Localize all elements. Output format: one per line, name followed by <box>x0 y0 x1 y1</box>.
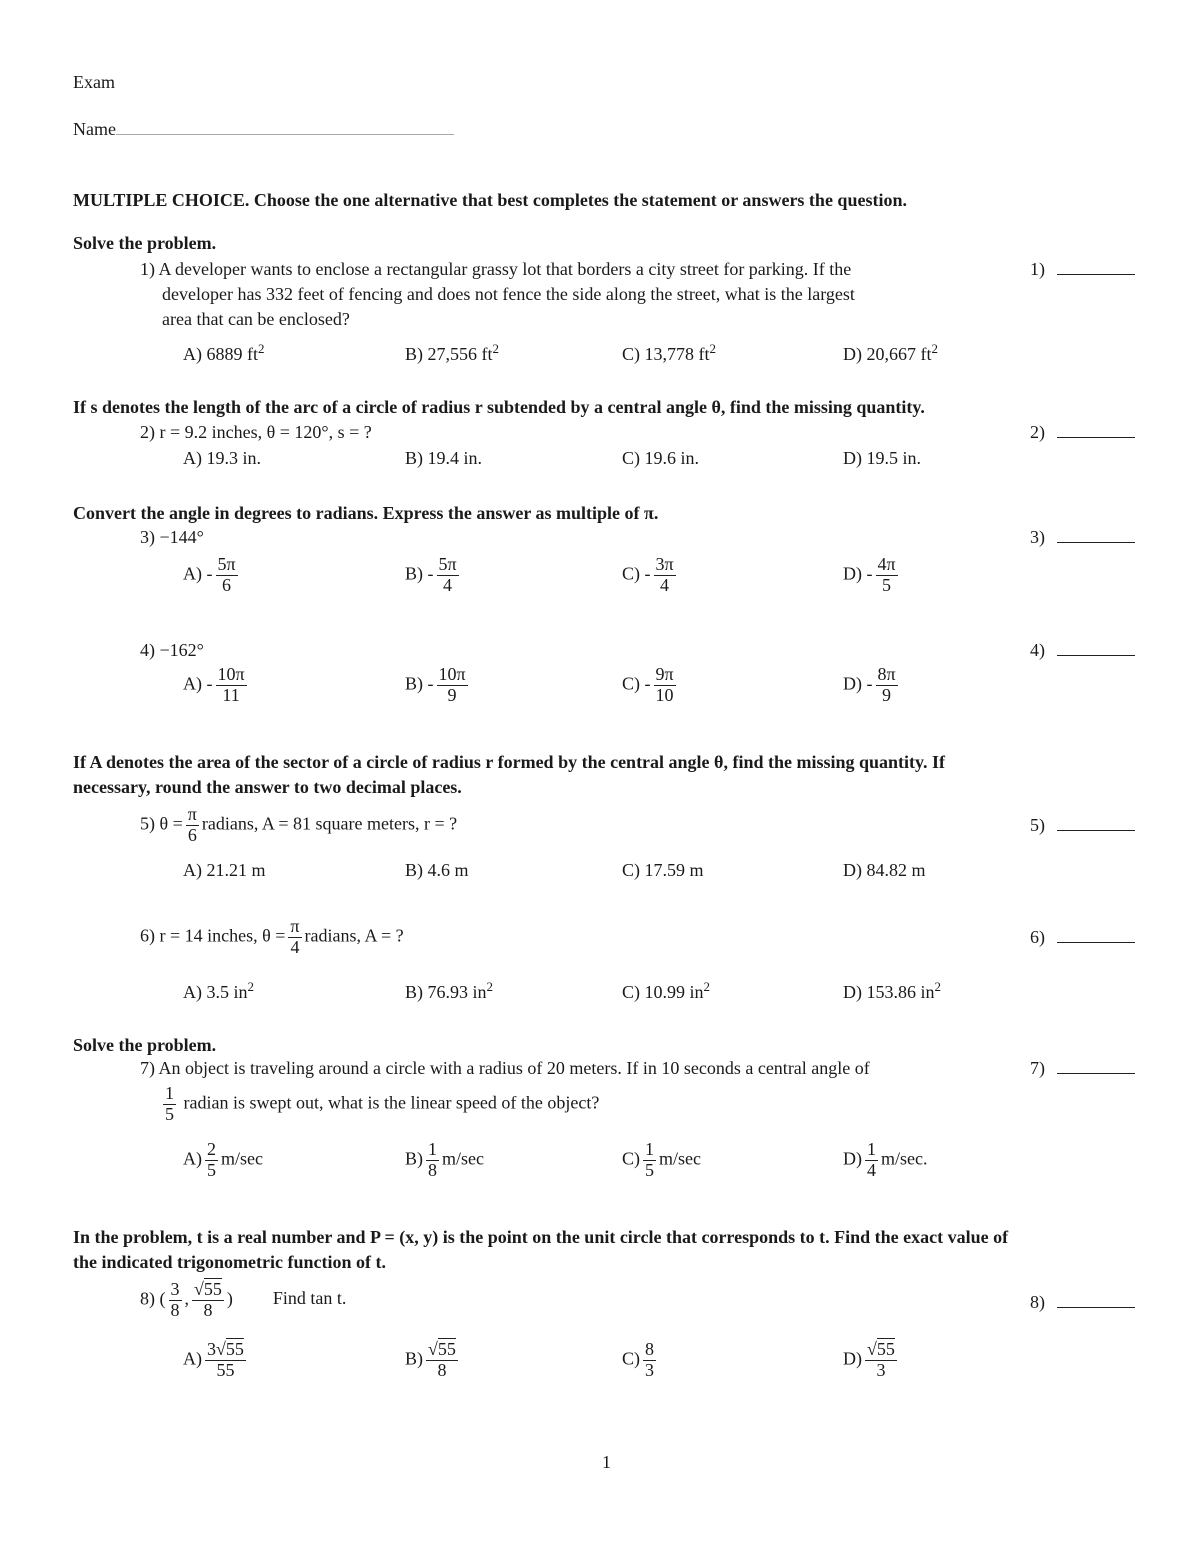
name-field[interactable] <box>73 119 454 140</box>
exam-label: Exam <box>73 72 115 92</box>
choice-4c[interactable]: C) - $\frac{9\pi}{10}$ <box>622 664 674 705</box>
section-heading-cont: the indicated trigonometric function of t. <box>73 1252 386 1272</box>
section-heading: If s denotes the length of the arc of a circle of radius r subtended by a central angle θ, find the missing quantity. <box>73 397 925 417</box>
name-label: Name <box>73 119 116 139</box>
choice-6d[interactable]: D) 153.86 $in^2$ <box>843 979 941 1002</box>
answer-blank-1[interactable]: 1) <box>1030 259 1135 280</box>
question-7-line: $\frac{1}{5}$ radian is swept out, what is the linear speed of the object? <box>165 1083 600 1124</box>
question-5-text: 5) θ = $\frac{\pi}{6}$ radians, A = 81 square meters, r = ? <box>140 804 458 845</box>
choice-1a[interactable]: A) 6889 $ft^2$ <box>183 341 265 364</box>
choice-4d[interactable]: D) - $\frac{8\pi}{9}$ <box>843 664 896 705</box>
answer-blank-5[interactable]: 5) <box>1030 815 1135 836</box>
choice-1d[interactable]: D) 20,667 $ft^2$ <box>843 341 938 364</box>
choice-4a[interactable]: A) - $\frac{10\pi}{11}$ <box>183 664 245 705</box>
section-heading: Solve the problem. <box>73 233 217 253</box>
choice-7d[interactable]: D) $\frac{1}{4}$ m/sec. <box>843 1139 928 1180</box>
choice-8b[interactable]: B) $\frac{√55}{8}$ <box>405 1339 456 1380</box>
answer-blank-4[interactable]: 4) <box>1030 640 1135 661</box>
question-7-text: 7) An object is traveling around a circle with a radius of 20 meters. If in 10 seconds a central angle of <box>140 1058 870 1078</box>
choice-2b[interactable]: B) 19.4 in. <box>405 448 483 468</box>
answer-blank-8[interactable]: 8) <box>1030 1292 1135 1313</box>
section-heading: If A denotes the area of the sector of a circle of radius r formed by the central angle θ, find the missing quantity. If <box>73 752 945 772</box>
answer-blank-2[interactable]: 2) <box>1030 422 1135 443</box>
answer-blank-7[interactable]: 7) <box>1030 1058 1135 1079</box>
page-number: 1 <box>602 1452 611 1472</box>
question-1-line: area that can be enclosed? <box>162 309 350 329</box>
question-1-line: developer has 332 feet of fencing and does not fence the side along the street, what is the largest <box>162 284 855 304</box>
answer-blank-6[interactable]: 6) <box>1030 927 1135 948</box>
name-line <box>116 120 454 135</box>
choice-5b[interactable]: B) 4.6 m <box>405 860 469 880</box>
choice-7b[interactable]: B) $\frac{1}{8}$ m/sec <box>405 1139 484 1180</box>
instructions: MULTIPLE CHOICE. Choose the one alternative that best completes the statement or answers the question. <box>73 190 907 210</box>
choice-3a[interactable]: A) - $\frac{5\pi}{6}$ <box>183 554 236 595</box>
choice-8c[interactable]: C) $\frac{8}{3}$ <box>622 1339 654 1380</box>
choice-4b[interactable]: B) - $\frac{10\pi}{9}$ <box>405 664 466 705</box>
answer-blank-3[interactable]: 3) <box>1030 527 1135 548</box>
choice-5d[interactable]: D) 84.82 m <box>843 860 926 880</box>
question-8-text: 8) ( $\frac{3}{8}$ , $\frac{√55}{8}$ ) Find tan t. <box>140 1279 347 1320</box>
choice-7c[interactable]: C) $\frac{1}{5}$ m/sec <box>622 1139 701 1180</box>
choice-3b[interactable]: B) - $\frac{5\pi}{4}$ <box>405 554 457 595</box>
section-heading: In the problem, t is a real number and P = (x, y) is the point on the unit circle that corresponds to t. Find the exact value of <box>73 1227 1009 1247</box>
choice-6c[interactable]: C) 10.99 $in^2$ <box>622 979 711 1002</box>
question-3-text: 3) −144° <box>140 527 204 547</box>
choice-6a[interactable]: A) 3.5 $in^2$ <box>183 979 254 1002</box>
choice-3c[interactable]: C) - $\frac{3\pi}{4}$ <box>622 554 674 595</box>
choice-7a[interactable]: A) $\frac{2}{5}$ m/sec <box>183 1139 263 1180</box>
choice-6b[interactable]: B) 76.93 $in^2$ <box>405 979 494 1002</box>
choice-8a[interactable]: A) $\frac{3√55}{55}$ <box>183 1339 244 1380</box>
question-1-text: 1) A developer wants to enclose a rectangular grassy lot that borders a city street for parking. If the <box>140 259 852 279</box>
choice-1c[interactable]: C) 13,778 $ft^2$ <box>622 341 716 364</box>
choice-5a[interactable]: A) 21.21 m <box>183 860 266 880</box>
question-4-text: 4) −162° <box>140 640 204 660</box>
choice-5c[interactable]: C) 17.59 m <box>622 860 704 880</box>
choice-8d[interactable]: D) $\frac{√55}{3}$ <box>843 1339 895 1380</box>
section-heading: Convert the angle in degrees to radians. Express the answer as multiple of π. <box>73 503 659 523</box>
choice-3d[interactable]: D) - $\frac{4\pi}{5}$ <box>843 554 896 595</box>
question-6-text: 6) r = 14 inches, θ = $\frac{\pi}{4}$ radians, A = ? <box>140 916 404 957</box>
choice-1b[interactable]: B) 27,556 $ft^2$ <box>405 341 499 364</box>
choice-2c[interactable]: C) 19.6 in. <box>622 448 700 468</box>
section-heading-cont: necessary, round the answer to two decimal places. <box>73 777 462 797</box>
question-2-text: 2) r = 9.2 inches, θ = 120°, s = ? <box>140 422 372 442</box>
section-heading: Solve the problem. <box>73 1035 217 1055</box>
choice-2a[interactable]: A) 19.3 in. <box>183 448 261 468</box>
choice-2d[interactable]: D) 19.5 in. <box>843 448 921 468</box>
